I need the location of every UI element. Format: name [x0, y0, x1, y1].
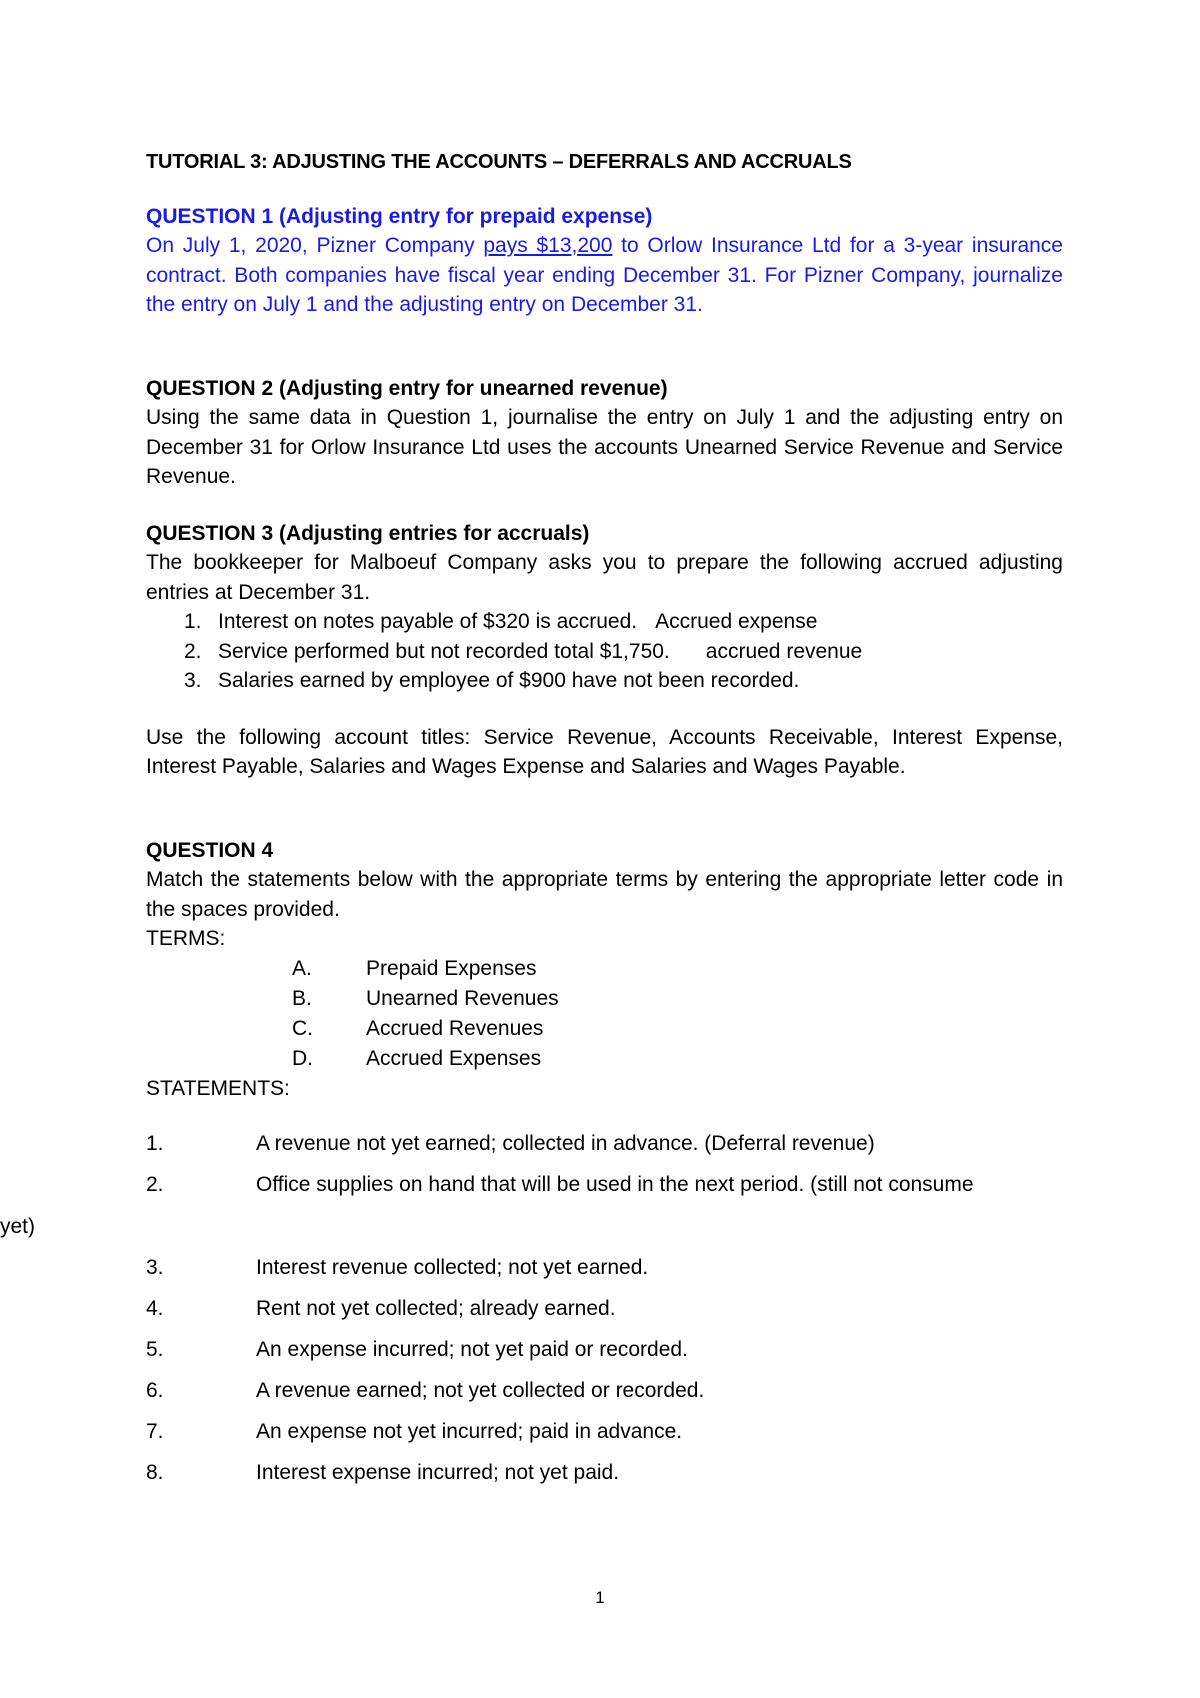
statement-number: 8. [146, 1461, 164, 1484]
accrual-item-text: Service performed but not recorded total $1,750. [218, 639, 670, 663]
statement-row [146, 1417, 1063, 1446]
statement-number: 6. [146, 1379, 164, 1402]
statement-text: An expense incurred; not yet paid or recorded. [256, 1338, 688, 1361]
statement-row [146, 1253, 1063, 1282]
question-3-heading: QUESTION 3 (Adjusting entries for accruals) [146, 521, 590, 545]
term-item [146, 1044, 1063, 1074]
statement-number: 1. [146, 1132, 164, 1155]
question-1 [146, 202, 1063, 320]
statement-text: Interest revenue collected; not yet earned. [256, 1256, 649, 1279]
question-3-accounts: Use the following account titles: Service Revenue, Accounts Receivable, Interest Expense, Interest Payable, Salaries and Wages Expense and Salaries and Wages Payable. [146, 725, 1063, 778]
term-text: Unearned Revenues [366, 986, 559, 1010]
question-1-text-b: to Orlow Insurance Ltd for a 3-year insurance contract. Both companies have fiscal year ending December 31. For Pizner Company, journalize the entry on July 1 and the adjusting entry on December 31. [146, 234, 1063, 316]
statement-row [146, 1376, 1063, 1405]
statement-text: A revenue not yet earned; collected in advance. (Deferral revenue) [256, 1132, 875, 1155]
document-title: TUTORIAL 3: ADJUSTING THE ACCOUNTS – DEFERRALS AND ACCRUALS [146, 151, 852, 173]
statement-text: Interest expense incurred; not yet paid. [256, 1461, 620, 1484]
term-letter: C. [292, 1016, 313, 1040]
question-2-text: Using the same data in Question 1, journalise the entry on July 1 and the adjusting entry on December 31 for Orlow Insurance Ltd uses the accounts Unearned Service Revenue and Service Revenue. [146, 406, 1063, 488]
statement-text: Rent not yet collected; already earned. [256, 1297, 616, 1320]
spacer [146, 320, 1063, 372]
accrual-item-note: Accrued expense [655, 610, 818, 633]
statements-list [0, 1129, 1063, 1487]
accrual-item-text: Interest on notes payable of $320 is accrued. [218, 610, 638, 633]
accrual-item-note: accrued revenue [705, 639, 863, 663]
question-4 [0, 836, 1063, 1488]
question-2 [146, 374, 1063, 492]
statement-number: 5. [146, 1338, 164, 1361]
statements-label: STATEMENTS: [146, 1076, 290, 1100]
spacer [146, 696, 1063, 723]
accrual-item-number: 1. [184, 610, 202, 633]
term-letter: B. [292, 986, 312, 1010]
question-2-heading: QUESTION 2 (Adjusting entry for unearned revenue) [146, 376, 668, 400]
question-1-underlined: pays $13,200 [483, 234, 613, 257]
statement-text: A revenue earned; not yet collected or recorded. [256, 1379, 705, 1402]
term-text: Accrued Expenses [366, 1046, 542, 1070]
statement-continuation: yet) [0, 1215, 36, 1238]
question-1-heading: QUESTION 1 (Adjusting entry for prepaid expense) [146, 204, 653, 228]
question-4-intro: Match the statements below with the appropriate terms by entering the appropriate letter code in the spaces provided. [146, 868, 1063, 921]
statement-row [146, 1129, 1063, 1158]
term-text: Prepaid Expenses [366, 956, 537, 980]
accrual-list [146, 607, 1063, 696]
statement-number: 3. [146, 1256, 164, 1279]
statement-text: Office supplies on hand that will be used in the next period. (still not consume [256, 1173, 974, 1196]
accrual-item [146, 666, 1063, 696]
question-1-text-a: On July 1, 2020, Pizner Company [146, 234, 484, 257]
statement-number: 7. [146, 1420, 164, 1443]
statement-row [146, 1335, 1063, 1364]
question-3 [146, 519, 1063, 782]
statement-number: 4. [146, 1297, 164, 1320]
term-letter: D. [292, 1046, 313, 1070]
spacer [146, 782, 1063, 836]
term-text: Accrued Revenues [366, 1016, 544, 1040]
term-letter: A. [292, 956, 312, 980]
statement-text: An expense not yet incurred; paid in advance. [256, 1420, 683, 1443]
question-4-heading: QUESTION 4 [146, 838, 274, 862]
terms-label: TERMS: [146, 927, 226, 950]
terms-list [146, 954, 1063, 1074]
question-3-intro: The bookkeeper for Malboeuf Company asks you to prepare the following accrued adjusting entries at December 31. [146, 551, 1063, 604]
document-body [0, 148, 1063, 1487]
statement-row [146, 1170, 1063, 1199]
accrual-item-number: 2. [184, 639, 202, 663]
page-number: 1 [595, 1588, 605, 1607]
term-item [146, 954, 1063, 984]
term-item [146, 984, 1063, 1014]
accrual-item-number: 3. [184, 669, 202, 692]
spacer [146, 492, 1063, 519]
accrual-item [146, 607, 1063, 637]
accrual-item [146, 637, 1063, 667]
statement-row [146, 1294, 1063, 1323]
statement-number: 2. [146, 1173, 164, 1196]
question-1-text [146, 231, 1063, 320]
term-item [146, 1014, 1063, 1044]
statement-row [146, 1458, 1063, 1487]
accrual-item-text: Salaries earned by employee of $900 have not been recorded. [218, 669, 800, 692]
